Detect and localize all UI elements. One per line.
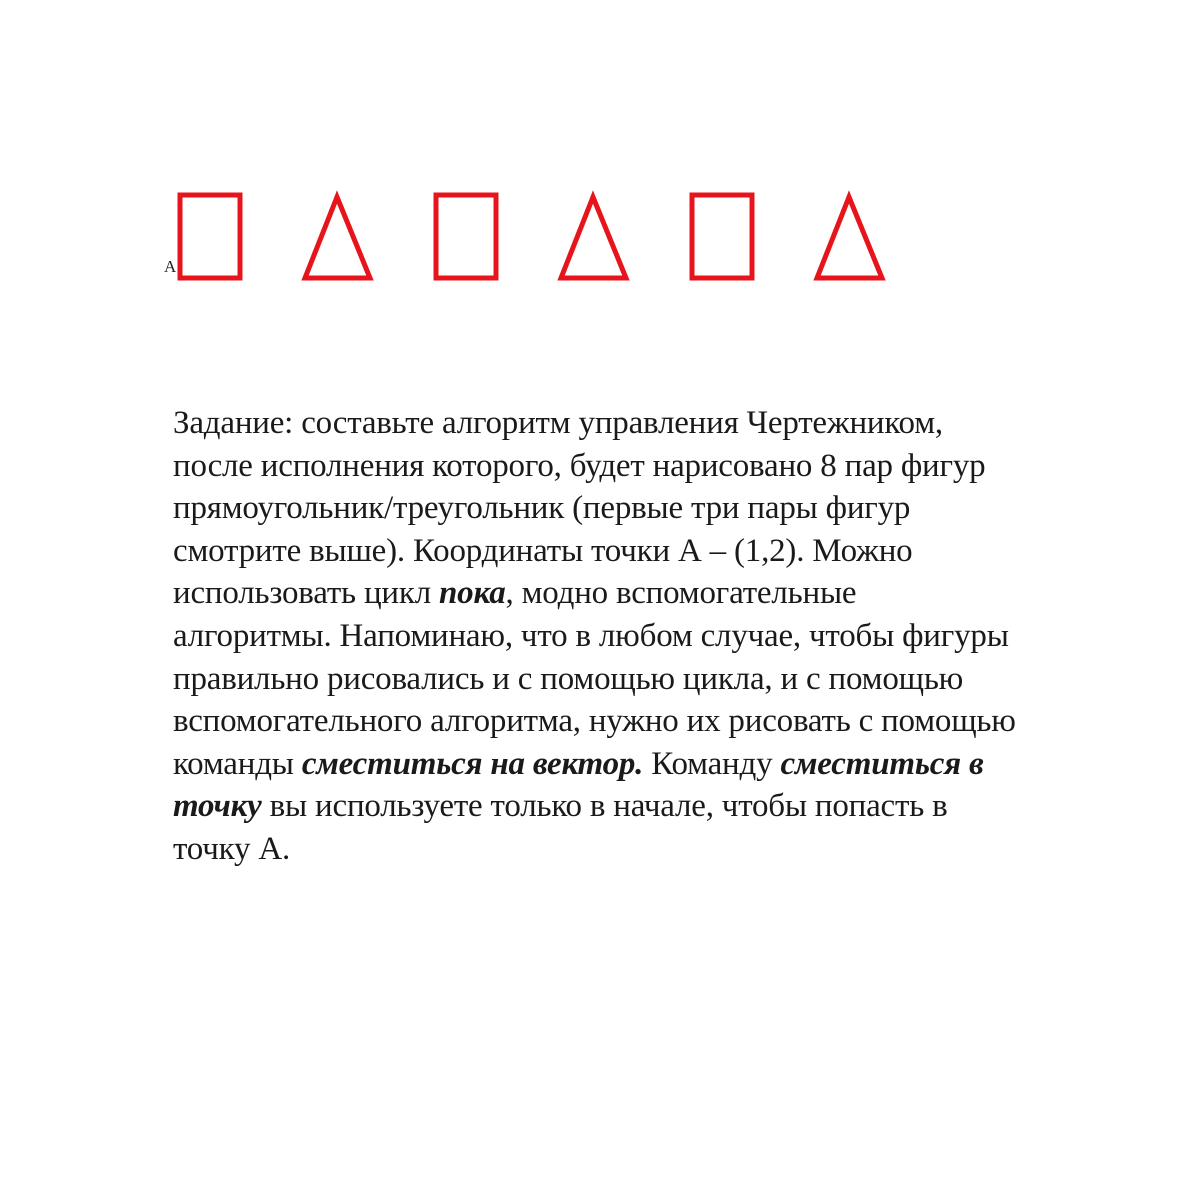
task-line [173, 402, 1133, 445]
task-line [173, 828, 1133, 871]
task-segment: алгоритмы. Напоминаю, что в любом случае, чтобы фигуры [173, 617, 1009, 654]
rectangle-figure [180, 195, 240, 278]
task-segment: Задание: составьте алгоритм управления Чертежником, [173, 405, 943, 441]
task-emphasis: пока [439, 575, 506, 612]
rectangle-figure [436, 195, 496, 278]
task-line [173, 487, 1133, 530]
task-segment: точку А. [173, 830, 291, 867]
task-line [173, 743, 1133, 786]
task-line [173, 572, 1133, 615]
point-a-label: A [164, 257, 177, 276]
task-segment: вы используете только в начале, чтобы попасть в [261, 788, 948, 825]
task-segment: , модно вспомогательные [505, 575, 857, 612]
task-line [173, 785, 1133, 828]
task-segment: Команду [643, 745, 781, 782]
task-segment: команды [173, 745, 302, 782]
triangle-figure [305, 197, 370, 278]
triangle-figure [561, 197, 626, 278]
task-segment: использовать цикл [173, 575, 440, 612]
task-segment: смотрите выше). Координаты точки А – (1,2). Можно [173, 532, 913, 569]
figures-drawing [0, 0, 1199, 340]
task-emphasis: точку [173, 788, 262, 825]
rectangle-figure [692, 195, 752, 278]
triangle-figure [817, 197, 882, 278]
task-segment: вспомогательного алгоритма, нужно их рисовать с помощью [173, 703, 1016, 740]
task-line [173, 445, 1133, 488]
task-line [173, 615, 1133, 658]
task-text [173, 402, 1133, 871]
task-segment: правильно рисовались и с помощью цикла, и с помощью [173, 660, 964, 697]
task-segment: после исполнения которого, будет нарисовано 8 пар фигур [173, 447, 986, 484]
task-emphasis: сместиться на вектор. [301, 745, 644, 782]
task-emphasis: сместиться в [780, 745, 984, 782]
task-line [173, 700, 1133, 743]
task-line [173, 658, 1133, 701]
task-line [173, 530, 1133, 573]
task-segment: прямоугольник/треугольник (первые три пары фигур [173, 490, 911, 527]
